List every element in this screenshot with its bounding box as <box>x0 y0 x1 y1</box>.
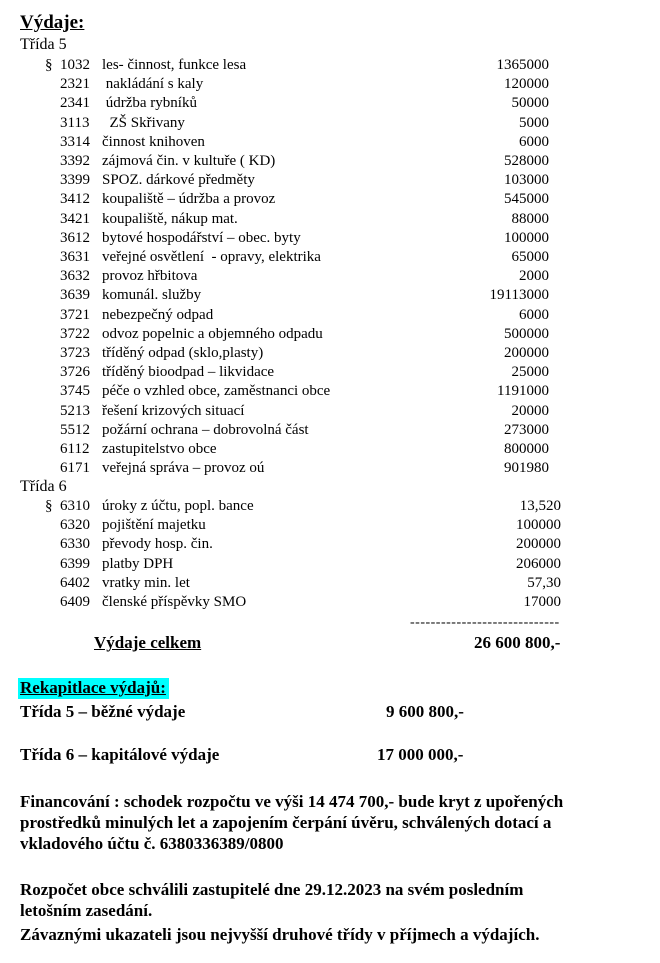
table-row <box>0 307 660 326</box>
total-label: Výdaje celkem <box>94 633 202 652</box>
total-separator: ----------------------------- <box>410 615 560 630</box>
table-row <box>0 422 660 441</box>
row-name: les- činnost, funkce lesa <box>102 57 247 73</box>
row-value: 17000 <box>523 594 561 610</box>
rekap-trida5-value: 9 600 800,- <box>386 702 464 721</box>
row-code: 3113 <box>60 114 90 131</box>
table-row <box>0 268 660 287</box>
table-row <box>0 517 660 536</box>
row-value: 273000 <box>504 421 549 438</box>
row-value: 1191000 <box>497 383 549 400</box>
row-code: 3632 <box>60 268 90 285</box>
schvaleni-line-2: letošním zasedání. <box>20 901 153 920</box>
table-row <box>0 115 660 134</box>
rekap-trida5-label: Třída 5 – běžné výdaje <box>20 702 186 721</box>
row-value: 50000 <box>511 95 549 112</box>
row-code: 6112 <box>60 441 90 457</box>
rekap-trida6-value: 17 000 000,- <box>377 745 464 764</box>
row-code: 3612 <box>60 229 90 246</box>
row-code: 3721 <box>60 306 90 323</box>
row-name: provoz hřbitova <box>102 268 198 285</box>
row-code: 6310 <box>60 498 90 514</box>
table-row <box>0 95 660 114</box>
row-name: vratky min. let <box>102 574 190 591</box>
row-name: nakládání s kaly <box>102 76 204 93</box>
row-value: 25000 <box>511 364 549 381</box>
row-code: 3726 <box>60 364 90 381</box>
table-row <box>0 345 660 364</box>
row-value: 500000 <box>504 325 549 342</box>
table-row <box>0 57 660 76</box>
row-value: 6000 <box>519 133 549 150</box>
row-name: úroky z účtu, popl. bance <box>102 498 254 514</box>
row-code: 3631 <box>60 249 90 265</box>
table-row <box>0 594 660 613</box>
table-row <box>0 441 660 460</box>
row-code: 3399 <box>60 172 90 189</box>
row-name: požární ochrana – dobrovolná část <box>102 421 309 438</box>
table-row <box>0 249 660 268</box>
row-name: ZŠ Skřivany <box>102 114 185 131</box>
section-mark: § <box>45 57 53 73</box>
row-value: 5000 <box>519 114 549 131</box>
row-code: 5213 <box>60 402 90 419</box>
row-code: 2341 <box>60 95 90 112</box>
row-code: 3314 <box>60 133 90 150</box>
row-code: 6399 <box>60 555 90 572</box>
row-value: 120000 <box>504 76 549 93</box>
row-name: SPOZ. dárkové předměty <box>102 172 255 189</box>
table-row <box>0 383 660 402</box>
row-name: pojištění majetku <box>102 517 206 534</box>
row-code: 5512 <box>60 421 90 438</box>
total-value: 26 600 800,- <box>474 633 561 652</box>
trida5-label: Třída 5 <box>20 36 67 53</box>
rekap-trida6-label: Třída 6 – kapitálové výdaje <box>20 745 220 764</box>
row-value: 800000 <box>504 441 549 457</box>
row-code: 2321 <box>60 76 90 93</box>
table-row <box>0 211 660 230</box>
table-row <box>0 575 660 594</box>
table-row <box>0 326 660 345</box>
table-row <box>0 364 660 383</box>
row-code: 3745 <box>60 383 90 400</box>
row-code: 3421 <box>60 210 90 227</box>
row-name: komunál. služby <box>102 287 202 304</box>
row-name: zájmová čin. v kultuře ( KD) <box>102 153 276 169</box>
financovani-line-3: vkladového účtu č. 6380336389/0800 <box>20 834 284 853</box>
row-value: 6000 <box>519 306 549 323</box>
row-name: koupaliště – údržba a provoz <box>102 191 276 208</box>
row-code: 6409 <box>60 594 90 610</box>
table-row <box>0 230 660 249</box>
row-value: 901980 <box>504 460 549 477</box>
row-value: 88000 <box>511 210 549 227</box>
page-heading: Výdaje: <box>20 12 85 33</box>
row-value: 100000 <box>516 517 561 534</box>
row-code: 6171 <box>60 460 90 477</box>
row-code: 3412 <box>60 191 90 208</box>
row-code: 3723 <box>60 345 90 361</box>
row-code: 6320 <box>60 517 90 534</box>
row-value: 103000 <box>504 172 549 189</box>
row-value: 1365000 <box>496 57 549 73</box>
schvaleni-line-3: Závaznými ukazateli jsou nejvyšší druhové třídy v příjmech a výdajích. <box>20 925 540 944</box>
row-name: řešení krizových situací <box>102 402 245 419</box>
row-value: 20000 <box>511 402 549 419</box>
row-code: 6402 <box>60 574 90 591</box>
table-row <box>0 556 660 575</box>
row-value: 200000 <box>516 536 561 553</box>
table-row <box>0 76 660 95</box>
table-row <box>0 403 660 422</box>
row-value: 100000 <box>504 229 549 246</box>
row-code: 3639 <box>60 287 90 304</box>
row-name: tříděný odpad (sklo,plasty) <box>102 345 264 361</box>
rekapitulace-title: Rekapitlace výdajů: <box>18 678 169 699</box>
row-name: veřejné osvětlení - opravy, elektrika <box>102 249 321 265</box>
row-code: 1032 <box>60 57 90 73</box>
row-value: 206000 <box>516 555 561 572</box>
row-name: koupaliště, nákup mat. <box>102 210 238 227</box>
table-row <box>0 498 660 517</box>
financovani-line-2: prostředků minulých let a zapojením čerpání úvěru, schválených dotací a <box>20 813 552 832</box>
row-code: 6330 <box>60 536 90 553</box>
row-code: 3392 <box>60 153 90 169</box>
trida6-label: Třída 6 <box>20 478 67 495</box>
row-name: odvoz popelnic a objemného odpadu <box>102 325 323 342</box>
table-row <box>0 134 660 153</box>
row-name: zastupitelstvo obce <box>102 441 217 457</box>
row-name: péče o vzhled obce, zaměstnanci obce <box>102 383 331 400</box>
row-value: 57,30 <box>527 574 561 591</box>
row-code: 3722 <box>60 325 90 342</box>
row-name: tříděný bioodpad – likvidace <box>102 364 275 381</box>
row-name: nebezpečný odpad <box>102 306 214 323</box>
row-name: bytové hospodářství – obec. byty <box>102 229 301 246</box>
row-name: členské příspěvky SMO <box>102 594 247 610</box>
row-value: 528000 <box>504 153 549 169</box>
row-name: údržba rybníků <box>102 95 197 112</box>
table-row <box>0 172 660 191</box>
row-value: 545000 <box>504 191 549 208</box>
table-row <box>0 536 660 555</box>
row-name: převody hosp. čin. <box>102 536 213 553</box>
table-row <box>0 191 660 210</box>
row-name: činnost knihoven <box>102 133 205 150</box>
row-name: platby DPH <box>102 555 174 572</box>
row-value: 19113000 <box>489 287 549 304</box>
schvaleni-line-1: Rozpočet obce schválili zastupitelé dne 29.12.2023 na svém posledním <box>20 880 524 899</box>
section-mark: § <box>45 498 53 514</box>
row-value: 65000 <box>511 249 549 265</box>
row-value: 2000 <box>519 268 549 285</box>
row-value: 13,520 <box>519 498 561 514</box>
table-row <box>0 153 660 172</box>
financovani-line-1: Financování : schodek rozpočtu ve výši 14 474 700,- bude kryt z upořených <box>20 792 564 811</box>
row-name: veřejná správa – provoz oú <box>102 460 265 477</box>
table-row <box>0 287 660 306</box>
table-row <box>0 460 660 479</box>
row-value: 200000 <box>504 345 549 361</box>
